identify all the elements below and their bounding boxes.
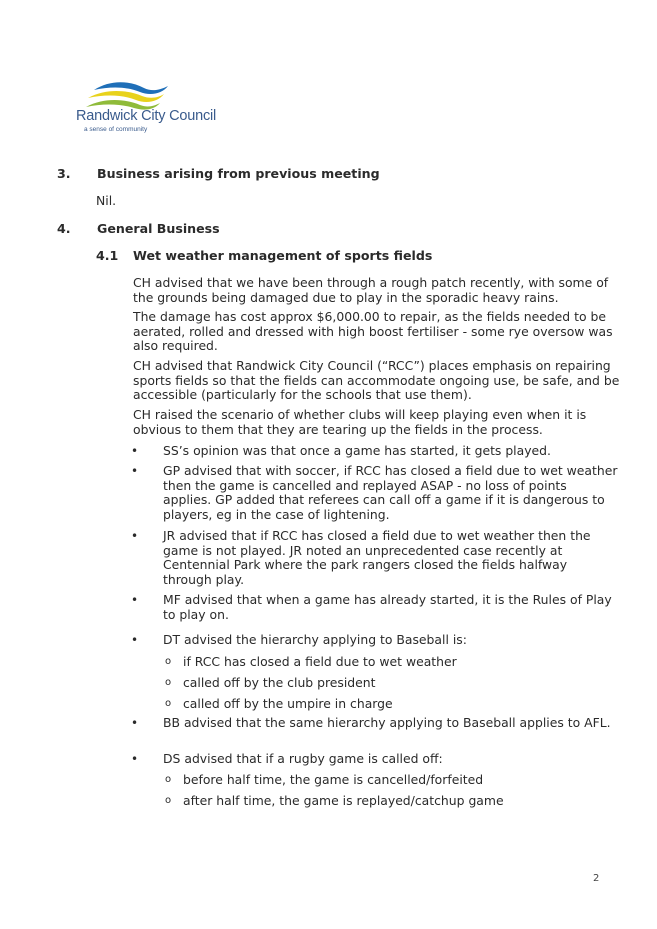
section-number: 4. [57,221,71,236]
bullet-icon: • [131,752,139,766]
bullet-icon: • [131,464,139,478]
bullet-icon: • [131,444,139,458]
list-item-text: JR advised that if RCC has closed a field due to wet weather then the game is not played. JR noted an unprecedented case recently at Centennial Park where the park rangers closed the fields halfway through play. [163,528,591,587]
list-item-text: SS’s opinion was that once a game has started, it gets played. [163,443,551,458]
paragraph: The damage has cost approx $6,000.00 to repair, as the fields needed to be aerated, rolled and dressed with high boost fertiliser - some rye oversow was also required. [133,309,613,354]
section-number: 3. [57,166,71,181]
subsection-number: 4.1 [96,248,119,263]
section-body: Nil. [96,193,117,208]
sub-bullet-icon: o [165,656,172,667]
paragraph: CH advised that Randwick City Council (“RCC”) places emphasis on repairing sports fields so that the fields can accommodate ongoing use, be safe, and be accessible (particularly for the schools that use them). [133,358,620,403]
logo-tagline: a sense of community [84,126,148,133]
bullet-icon: • [131,633,139,647]
sub-bullet-icon: o [165,795,172,806]
page-number: 2 [593,873,600,884]
list-item-text: GP advised that with soccer, if RCC has closed a field due to wet weather then the game is cancelled and replayed ASAP - no loss of points applies. GP added that referees can call off a game if it is dangerous to players, eg in the case of lightening. [163,463,618,522]
logo-name: Randwick City Council [76,108,217,124]
section-title: General Business [97,221,220,236]
list-item-text: BB advised that the same hierarchy applying to Baseball applies to AFL. [163,715,611,730]
list-item-text: DS advised that if a rugby game is called off: [163,751,443,766]
sub-bullet-icon: o [165,774,172,785]
subsection-title: Wet weather management of sports fields [133,248,433,263]
list-item-text: MF advised that when a game has already started, it is the Rules of Play to play on. [163,592,612,622]
sub-bullet-icon: o [165,698,172,709]
section-title: Business arising from previous meeting [97,166,380,181]
bullet-icon: • [131,716,139,730]
wave-logo-icon [84,78,174,112]
list-item-text: DT advised the hierarchy applying to Baseball is: [163,632,467,647]
paragraph: CH advised that we have been through a rough patch recently, with some of the grounds being damaged due to play in the sporadic heavy rains. [133,275,609,305]
sub-list-item-text: before half time, the game is cancelled/forfeited [183,772,484,787]
sub-list-item-text: called off by the club president [183,675,376,690]
bullet-icon: • [131,593,139,607]
council-logo [76,78,226,138]
sub-bullet-icon: o [165,677,172,688]
sub-list-item-text: called off by the umpire in charge [183,696,393,711]
sub-list-item-text: after half time, the game is replayed/catchup game [183,793,504,808]
paragraph: CH raised the scenario of whether clubs will keep playing even when it is obvious to them that they are tearing up the fields in the process. [133,407,587,437]
bullet-icon: • [131,529,139,543]
sub-list-item-text: if RCC has closed a field due to wet weather [183,654,457,669]
